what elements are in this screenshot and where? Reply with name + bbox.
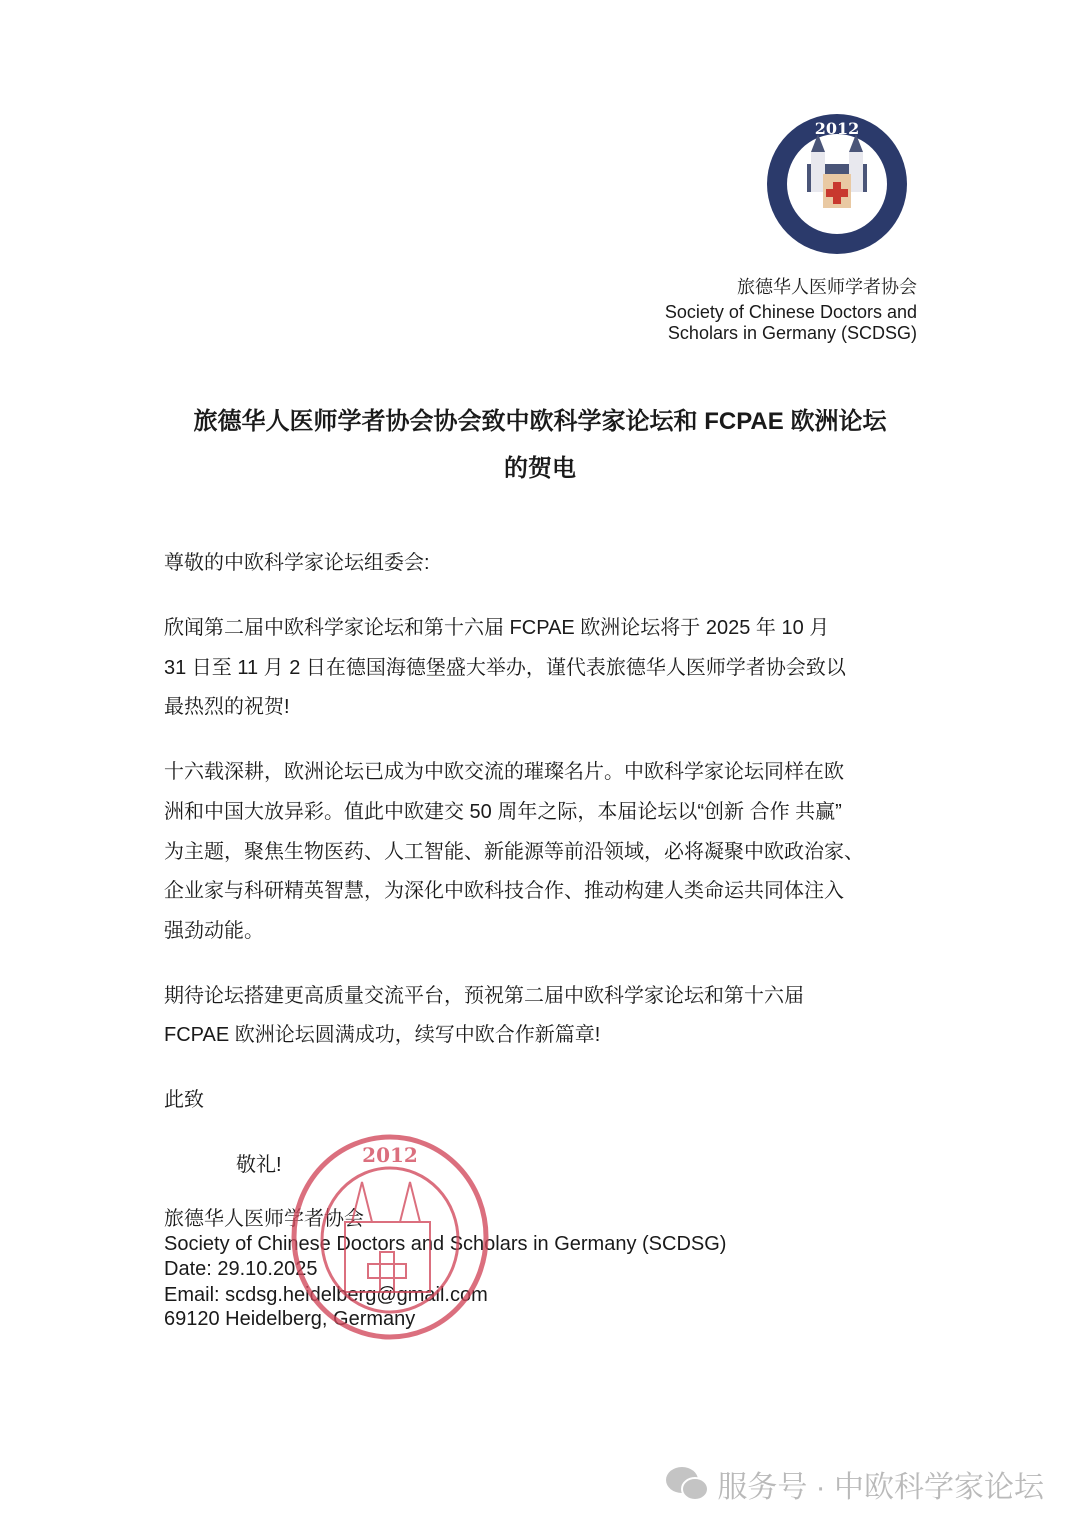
para2-line: 为主题，聚焦生物医药、人工智能、新能源等前沿领域，必将凝聚中欧政治家、 — [164, 841, 864, 863]
para2-line: 洲和中国大放异彩。值此中欧建交 50 周年之际，本届论坛以“创新 合作 共赢” — [164, 801, 842, 823]
official-seal-stamp — [290, 1132, 490, 1342]
signature-org-cn: 旅德华人医师学者协会 — [164, 1208, 364, 1230]
para3-line: 期待论坛搭建更高质量交流平台，预祝第二届中欧科学家论坛和第十六届 — [164, 985, 804, 1007]
closing-cizhi: 此致 — [164, 1089, 204, 1111]
signature-date: Date: 29.10.2025 — [164, 1258, 318, 1280]
letterhead-org-en-2: Scholars in Germany (SCDSG) — [667, 323, 917, 343]
para1-line: 最热烈的祝贺! — [164, 696, 290, 718]
wechat-icon — [665, 1466, 709, 1502]
para2-line: 企业家与科研精英智慧，为深化中欧科技合作、推动构建人类命运共同体注入 — [164, 880, 844, 902]
para2-line: 强劲动能。 — [164, 920, 264, 942]
signature-email: Email: scdsg.heidelberg@gmail.com — [164, 1284, 488, 1306]
watermark-label: 服务号 · 中欧科学家论坛 — [717, 1471, 1044, 1504]
para2-line: 十六载深耕，欧洲论坛已成为中欧交流的璀璨名片。中欧科学家论坛同样在欧 — [164, 761, 844, 783]
salutation: 尊敬的中欧科学家论坛组委会: — [164, 552, 430, 574]
letter-title-line2: 的贺电 — [504, 455, 576, 482]
signature-org-en: Society of Chinese Doctors and Scholars in Germany (SCDSG) — [164, 1233, 727, 1255]
para1-line: 31 日至 11 月 2 日在德国海德堡盛大举办，谨代表旅德华人医师学者协会致以 — [164, 657, 846, 679]
signature-address: 69120 Heidelberg, Germany — [164, 1308, 416, 1330]
closing-jingli: 敬礼! — [236, 1154, 282, 1176]
letter-title-line1: 旅德华人医师学者协会协会致中欧科学家论坛和 FCPAE 欧洲论坛 — [193, 408, 887, 435]
para3-line: FCPAE 欧洲论坛圆满成功，续写中欧合作新篇章! — [164, 1024, 601, 1046]
svg-text:2012: 2012 — [814, 119, 860, 138]
para1-line: 欣闻第二届中欧科学家论坛和第十六届 FCPAE 欧洲论坛将于 2025 年 10 月 — [164, 617, 830, 639]
letterhead-org-cn: 旅德华人医师学者协会 — [737, 277, 917, 297]
svg-text:2012: 2012 — [362, 1143, 418, 1167]
society-logo — [765, 112, 909, 256]
letterhead-org-en-1: Society of Chinese Doctors and — [664, 302, 917, 322]
wechat-watermark — [665, 1462, 1044, 1506]
